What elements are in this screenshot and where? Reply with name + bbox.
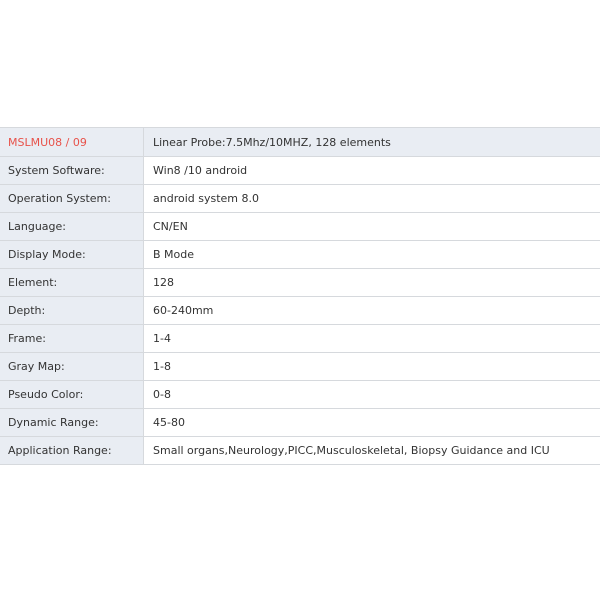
spec-value-display-mode: B Mode xyxy=(144,241,600,269)
spec-value-system-software: Win8 /10 android xyxy=(144,157,600,185)
spec-value-dynamic-range: 45-80 xyxy=(144,409,600,437)
spec-label-element: Element: xyxy=(0,269,144,297)
model-description: Linear Probe:7.5Mhz/10MHZ, 128 elements xyxy=(144,128,600,157)
spec-value-operation-system: android system 8.0 xyxy=(144,185,600,213)
spec-label-language: Language: xyxy=(0,213,144,241)
spec-value-language: CN/EN xyxy=(144,213,600,241)
table-row xyxy=(0,409,600,437)
spec-label-display-mode: Display Mode: xyxy=(0,241,144,269)
spec-value-frame: 1-4 xyxy=(144,325,600,353)
table-row xyxy=(0,297,600,325)
table-row xyxy=(0,381,600,409)
spec-value-application-range: Small organs,Neurology,PICC,Musculoskeletal, Biopsy Guidance and ICU xyxy=(144,437,600,465)
table-row xyxy=(0,241,600,269)
spec-label-frame: Frame: xyxy=(0,325,144,353)
spec-label-depth: Depth: xyxy=(0,297,144,325)
spec-label-system-software: System Software: xyxy=(0,157,144,185)
table-row xyxy=(0,157,600,185)
table-row xyxy=(0,325,600,353)
table-row xyxy=(0,185,600,213)
spec-value-depth: 60-240mm xyxy=(144,297,600,325)
spec-label-pseudo-color: Pseudo Color: xyxy=(0,381,144,409)
table-header-row xyxy=(0,128,600,157)
spec-label-application-range: Application Range: xyxy=(0,437,144,465)
specification-table xyxy=(0,127,600,465)
spec-value-element: 128 xyxy=(144,269,600,297)
table-row xyxy=(0,213,600,241)
spec-label-gray-map: Gray Map: xyxy=(0,353,144,381)
spec-value-gray-map: 1-8 xyxy=(144,353,600,381)
table-row xyxy=(0,437,600,465)
table-row xyxy=(0,353,600,381)
model-name: MSLMU08 / 09 xyxy=(0,128,144,157)
spec-label-operation-system: Operation System: xyxy=(0,185,144,213)
table-row xyxy=(0,269,600,297)
spec-label-dynamic-range: Dynamic Range: xyxy=(0,409,144,437)
spec-value-pseudo-color: 0-8 xyxy=(144,381,600,409)
